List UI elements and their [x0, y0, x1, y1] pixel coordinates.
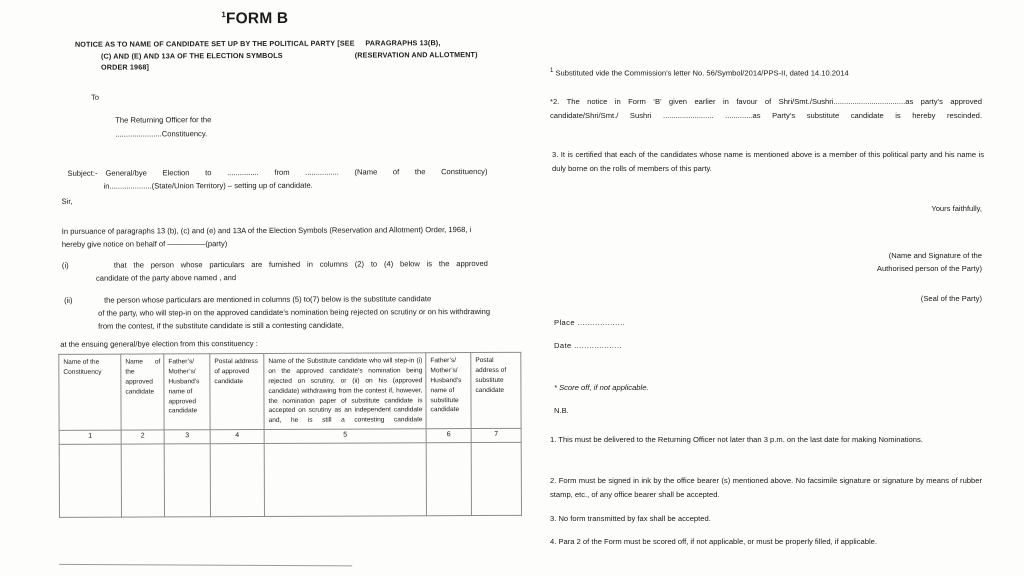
nb-label: N.B. [554, 406, 569, 415]
table-cell-approved-candidate-name[interactable] [121, 444, 164, 517]
clause-i-body [96, 257, 488, 285]
table-header-cell-7: Postal address of substitute candidate [471, 352, 521, 428]
clause-i-line-1: that the person whose particulars are furnished in columns (2) to (4) below is the approved [113, 258, 488, 270]
subject-label: Subject:- [67, 168, 98, 178]
candidate-particulars-table [58, 352, 522, 518]
table-header-cell-1: Name of the Constituency [59, 354, 121, 431]
date-field[interactable]: Date ................... [554, 341, 622, 350]
notice-heading-line-1-left: NOTICE AS TO NAME OF CANDIDATE SET UP BY THE POLITICAL PARTY [SEE [74, 38, 355, 49]
footnote-substitution [550, 66, 982, 80]
table-cell-substitute-candidate-relation[interactable] [426, 442, 471, 515]
page-bottom-rule [59, 564, 352, 567]
form-b-page-two [512, 0, 1024, 576]
addressee-block [115, 113, 211, 142]
ensuing-election-line: at the ensuing general/bye election from this constituency : [60, 338, 258, 349]
clause-i-line-2: candidate of the party above named , and [95, 273, 237, 283]
page-title-text: FORM B [225, 10, 289, 28]
page-title [0, 9, 511, 29]
addressee-line-2: ......................Constituency. [115, 129, 208, 139]
yours-faithfully: Yours faithfully, [931, 204, 982, 213]
table-header-cell-2: Name of the approved candidate [121, 354, 164, 430]
seal-of-party-label: (Seal of the Party) [920, 294, 982, 303]
clause-i [62, 257, 488, 285]
table-column-number-4: 4 [210, 430, 264, 444]
signature-line-1: (Name and Signature of the [888, 251, 982, 260]
addressee-line-1: The Returning Officer for the [115, 115, 212, 125]
notice-heading-line-2-left: (C) AND (E) AND 13A OF THE ELECTION SYMBOLS [100, 50, 283, 61]
clause-ii-number: (ii) [64, 295, 73, 305]
notice-heading-line-3: ORDER 1968] [101, 62, 150, 72]
table-column-number-3: 3 [164, 430, 210, 444]
table-header-cell-6: Father’s/ Mother’s/ Husband’s name of substitute candidate [426, 353, 471, 429]
table-cell-approved-candidate-address[interactable] [210, 443, 264, 516]
nb-item-1: 1. This must be delivered to the Returning Officer not later than 3 p.m. on the last date for making Nominations. [550, 435, 923, 444]
footnote-text: Substituted vide the Commission’s letter No. 56/Symbol/2014/PPS-II, dated 14.10.2014 [555, 68, 849, 78]
table-header-cell-3: Father’s/ Mother’s/ Husband’s name of approved candidate [164, 354, 210, 430]
footnote-marker: 1 [550, 68, 554, 74]
table-column-number-5: 5 [264, 429, 426, 443]
table-header-row [59, 352, 521, 430]
subject-body: General/bye Election to ............... from ................ (Name of the Constituency) [105, 166, 488, 178]
clause-i-number: (i) [61, 260, 69, 270]
subject-row-2: in....................(State/Union Territory) – setting up of candidate. [103, 181, 313, 191]
to-label: To [91, 92, 99, 102]
subject-row-1 [67, 165, 487, 180]
salutation: Sir, [61, 196, 73, 206]
clause-ii [64, 292, 490, 333]
paragraph-3-certification: 3. It is certified that each of the candidates whose name is mentioned above is a member of this political party and his name is duly borne on the rolls of members of this party. [552, 150, 984, 173]
title-footnote-marker: 1 [221, 10, 226, 20]
score-off-note: * Score off, if not applicable. [554, 383, 649, 392]
clause-ii-line-2: of the party, who will step-in on the approved candidate’s nomination being rejected on scrutiny or on his withdrawing from the contest, if the substitute candidate is still a contesting candidate, [98, 307, 491, 331]
pursuance-paragraph: In pursuance of paragraphs 13 (b), (c) and (e) and 13A of the Election Symbols (Reservation and Allotment) Order, 1968, i hereby give notice on behalf of —————(party) [61, 225, 472, 249]
table-cell-substitute-candidate-name[interactable] [264, 442, 426, 516]
nb-item-4: 4. Para 2 of the Form must be scored off, if not applicable, or must be properly filled, if applicable. [550, 537, 877, 546]
table-column-number-7: 7 [471, 429, 521, 443]
clause-ii-body [98, 292, 490, 333]
table-cell-constituency[interactable] [59, 444, 121, 517]
signature-line-2: Authorised person of the Party) [876, 264, 982, 274]
notice-heading-line-2 [75, 49, 487, 62]
notice-heading-line-2-right: (RESERVATION AND ALLOTMENT) [354, 49, 478, 60]
table-column-number-2: 2 [121, 430, 164, 444]
table-column-number-1: 1 [59, 430, 121, 444]
table-row[interactable] [59, 442, 521, 517]
table-cell-approved-candidate-relation[interactable] [164, 443, 210, 516]
table-header-cell-5: Name of the Substitute candidate who will step-in (i) on the approved candidate’s nomination being rejected on scrutiny, or (ii) on his (approved candidate) withdrawing from the contest if, however, the nomination paper of substitute candidate is accepted on scrutiny as an independent candidate and, he is still a contesting candidate [264, 353, 426, 430]
subject-block [67, 165, 487, 193]
table-column-number-6: 6 [426, 429, 471, 443]
paragraph-2-rescission: *2. The notice in Form ‘B’ given earlier in favour of Shri/Smt./Sushri..................................as party’s approved candidate/Shri/Smt./ Sushri ........................ .............as Party’s substitute candidate is hereby rescinded. [550, 97, 982, 120]
place-field[interactable]: Place ................... [554, 318, 626, 327]
signature-block [877, 249, 982, 276]
notice-heading-line-1-right: PARAGRAPHS 13(B), [365, 38, 441, 48]
table-header-cell-4: Postal address of approved candidate [210, 353, 264, 429]
clause-ii-line-1: the person whose particulars are mentioned in columns (5) to(7) below is the substitute candidate [104, 294, 432, 305]
notice-heading [75, 37, 487, 74]
nb-item-2: 2. Form must be signed in ink by the office bearer (s) mentioned above. No facsimile signature or signature by means of rubber stamp, etc., of any office bearer shall be accepted. [550, 476, 982, 499]
nb-item-3: 3. No form transmitted by fax shall be accepted. [550, 514, 711, 523]
